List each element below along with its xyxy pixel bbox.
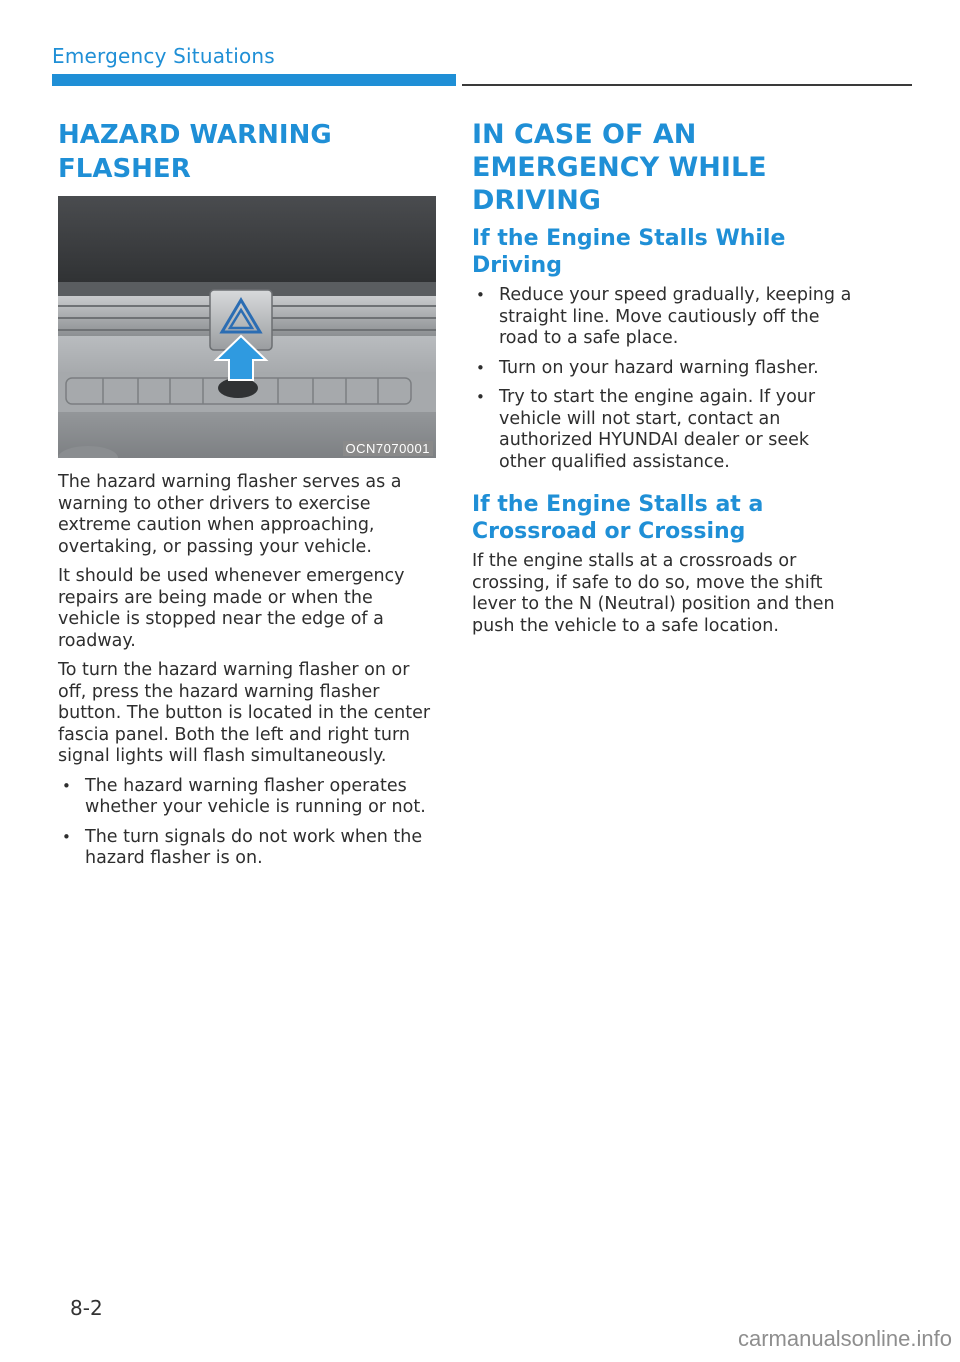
stall-driving-list — [472, 285, 854, 473]
dashboard-illustration — [58, 196, 436, 458]
emergency-section-title: IN CASE OF AN EMERGENCY WHILE DRIVING — [472, 119, 767, 216]
list-item: • The hazard warning flasher operates whether your vehicle is running or not. — [62, 775, 426, 817]
list-item: • The turn signals do not work when the hazard flasher is on. — [62, 826, 423, 868]
hazard-notes-list — [58, 776, 436, 870]
list-item: • Reduce your speed gradually, keeping a straight line. Move cautiously off the road to a safe place. — [476, 285, 852, 348]
site-watermark: carmanualsonline.info — [737, 1326, 952, 1351]
header-divider — [462, 84, 912, 86]
hazard-section-title: HAZARD WARNING FLASHER — [58, 120, 332, 184]
right-column — [472, 118, 854, 637]
stall-crossroad-heading: If the Engine Stalls at a Crossroad or Crossing — [472, 492, 764, 544]
chapter-title: Emergency Situations — [52, 44, 275, 68]
stall-driving-heading: If the Engine Stalls While Driving — [472, 226, 786, 278]
hazard-usage: It should be used whenever emergency repairs are being made or when the vehicle is stopped near the edge of a roadway. — [58, 566, 405, 651]
hazard-description: The hazard warning flasher serves as a warning to other drivers to exercise extreme caution when approaching, overtaking, or passing your vehicle. — [58, 472, 402, 557]
list-item: • Try to start the engine again. If your vehicle will not start, contact an authorized HYUNDAI dealer or seek other qualified assistance. — [476, 387, 816, 472]
figure-code: OCN7070001 — [343, 441, 434, 456]
page-number: 8-2 — [70, 1296, 103, 1320]
stall-crossroad-text: If the engine stalls at a crossroads or crossing, if safe to do so, move the shift lever to the N (Neutral) position and then push the vehicle to a safe location. — [472, 551, 835, 636]
hazard-button-photo — [58, 196, 436, 458]
header-accent-bar — [52, 74, 456, 86]
left-column — [58, 118, 436, 870]
hazard-operation: To turn the hazard warning flasher on or off, press the hazard warning flasher button. The button is located in the center fascia panel. Both the left and right turn signal lights will flash simultaneously. — [58, 660, 431, 766]
list-item: • Turn on your hazard warning flasher. — [476, 357, 819, 378]
